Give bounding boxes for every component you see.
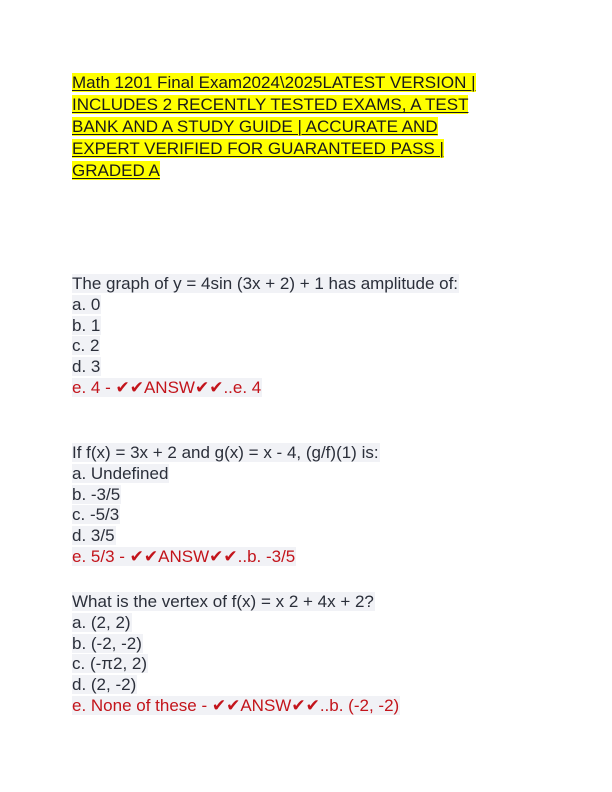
option-d: d. (2, -2) bbox=[72, 675, 137, 695]
option-d: d. 3/5 bbox=[72, 526, 115, 546]
title-line: Math 1201 Final Exam2024\2025LATEST VERSION | bbox=[72, 73, 476, 92]
question-stem: If f(x) = 3x + 2 and g(x) = x - 4, (g/f)(1) is: bbox=[72, 443, 379, 462]
option-d: d. 3 bbox=[72, 357, 101, 377]
option-a: a. 0 bbox=[72, 294, 101, 314]
option-c: c. -5/3 bbox=[72, 505, 120, 525]
question-2 bbox=[72, 443, 380, 568]
answer-line: e. 5/3 - ✔✔ANSW✔✔..b. -3/5 bbox=[72, 546, 296, 566]
option-b: b. 1 bbox=[72, 315, 101, 335]
option-b: b. -3/5 bbox=[72, 484, 121, 504]
option-a: a. Undefined bbox=[72, 463, 169, 483]
document-title bbox=[72, 72, 512, 182]
question-1 bbox=[72, 274, 459, 399]
title-line: BANK AND A STUDY GUIDE | ACCURATE AND bbox=[72, 117, 438, 136]
question-stem: What is the vertex of f(x) = x 2 + 4x + 2? bbox=[72, 592, 374, 611]
question-3 bbox=[72, 592, 400, 717]
option-c: c. (-π2, 2) bbox=[72, 654, 148, 674]
option-a: a. (2, 2) bbox=[72, 612, 131, 632]
question-stem: The graph of y = 4sin (3x + 2) + 1 has amplitude of: bbox=[72, 274, 459, 293]
option-c: c. 2 bbox=[72, 336, 100, 356]
answer-line: e. None of these - ✔✔ANSW✔✔..b. (-2, -2) bbox=[72, 695, 400, 715]
title-line: INCLUDES 2 RECENTLY TESTED EXAMS, A TEST bbox=[72, 95, 469, 114]
title-line: GRADED A bbox=[72, 161, 160, 180]
title-line: EXPERT VERIFIED FOR GUARANTEED PASS | bbox=[72, 139, 444, 158]
option-b: b. (-2, -2) bbox=[72, 633, 142, 653]
answer-line: e. 4 - ✔✔ANSW✔✔..e. 4 bbox=[72, 377, 262, 397]
